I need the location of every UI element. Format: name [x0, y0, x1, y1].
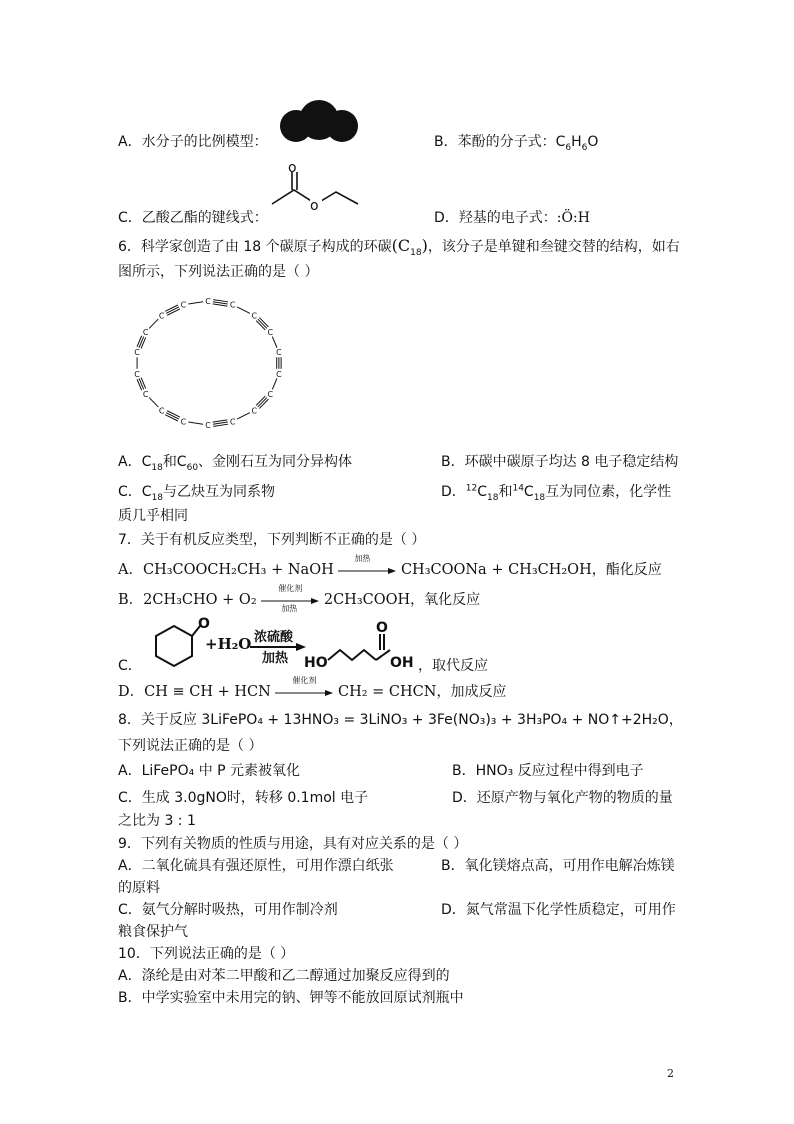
triple-bond-line	[141, 337, 146, 348]
reaction-arrow: 加热	[338, 563, 396, 577]
q6-option-b: B．环碳中碳原子均达 8 电子稳定结构	[441, 454, 679, 470]
carbon-atom-label: C	[180, 300, 187, 310]
q7-option-c-label: C．	[118, 658, 142, 674]
q7-option-c-water: +H₂O	[205, 635, 252, 653]
carbon-atom-label: C	[267, 328, 274, 337]
q8-option-d: D．还原产物与氧化产物的物质的量	[452, 790, 673, 806]
triple-bond-line	[213, 302, 228, 304]
q9-option-b-continuation: 的原料	[118, 880, 160, 896]
svg-text:O: O	[198, 616, 210, 632]
single-bond-line	[188, 302, 203, 304]
q8-option-d-continuation: 之比为 3 : 1	[118, 813, 196, 829]
carbon-atom-label: C	[134, 369, 140, 379]
triple-bond-line	[141, 378, 146, 389]
q9-option-d-continuation: 粮食保护气	[118, 924, 188, 940]
q9-option-d: D．氮气常温下化学性质稳定，可用作	[441, 902, 676, 918]
reaction-arrow-conditions: 浓硫酸 加热	[250, 626, 306, 662]
reaction-arrow: 催化剂 加热	[261, 593, 319, 607]
carbon-atom-label: C	[158, 311, 165, 321]
svg-text:HO: HO	[304, 655, 328, 671]
svg-text:OH: OH	[390, 655, 414, 671]
q8-option-a: A．LiFePO₄ 中 P 元素被氧化	[118, 763, 301, 779]
page-number: 2	[667, 1067, 674, 1080]
q5-option-c: C．乙酸乙酯的键线式：	[118, 210, 268, 226]
single-bond-line	[272, 378, 277, 389]
carbon-atom-label: C	[134, 348, 140, 358]
single-bond-line	[149, 398, 158, 407]
svg-text:O: O	[376, 620, 388, 636]
triple-bond-line	[137, 336, 142, 347]
q7-stem: 7．关于有机反应类型，下列判断不正确的是（ ）	[118, 532, 426, 548]
q9-option-b: B．氧化镁熔点高，可用作电解冶炼镁	[441, 858, 675, 874]
q6-option-d-continuation: 质几乎相同	[118, 508, 188, 524]
carbon-atom-label: C	[180, 417, 187, 427]
single-bond-line	[272, 337, 277, 348]
q10-option-b: B．中学实验室中未用完的钠、钾等不能放回原试剂瓶中	[118, 990, 464, 1006]
triple-bond-line	[213, 424, 228, 426]
cyclocarbon-ring-diagram	[122, 288, 294, 438]
q8-option-c: C．生成 3.0gNO时，转移 0.1mol 电子	[118, 790, 369, 806]
q9-option-c: C．氨气分解时吸热，可用作制冷剂	[118, 902, 338, 918]
triple-bond-line	[213, 300, 228, 302]
carbon-atom-label: C	[229, 300, 236, 310]
q10-option-a: A．涤纶是由对苯二甲酸和乙二醇通过加聚反应得到的	[118, 968, 450, 984]
water-space-filling-model	[276, 100, 362, 146]
lactone-structure	[142, 618, 208, 674]
q6-option-a: A．$C_{18}$和$C_{60}$、金刚石互为同分异构体	[118, 454, 353, 473]
carbon-atom-label: C	[251, 311, 258, 321]
carbon-atom-label: C	[276, 348, 282, 358]
q6-option-c: C．$C_{18}$与乙炔互为同系物	[118, 484, 276, 503]
triple-bond-line	[139, 378, 144, 389]
q6-stem-line1: 6．科学家创造了由 18 个碳原子构成的环碳$(C_{18})$，该分子是单键和叁键交替的结构，如右	[118, 236, 680, 258]
hydroxy-acid-structure	[300, 620, 420, 676]
svg-text:o: o	[310, 198, 319, 214]
carbon-atom-label: C	[251, 406, 258, 416]
q5-option-d: D．羟基的电子式：:Ö:H	[434, 210, 590, 226]
single-bond-line	[237, 307, 250, 313]
q6-option-d: D．$^{12}C_{18}$和$^{14}C_{18}$互为同位素，化学性	[441, 483, 672, 503]
reaction-arrow: 催化剂	[275, 685, 333, 699]
q10-stem: 10．下列说法正确的是（ ）	[118, 946, 295, 962]
single-bond-line	[149, 319, 158, 328]
q6-stem-line2: 图所示，下列说法正确的是（ ）	[118, 264, 319, 280]
triple-bond-line	[137, 379, 142, 390]
carbon-atom-label: C	[205, 421, 211, 430]
q5-option-b: B．苯酚的分子式：$C_6H_6O$	[434, 134, 599, 153]
carbon-atom-label: C	[276, 369, 282, 379]
q5-option-a: A．水分子的比例模型：	[118, 134, 268, 150]
triple-bond-line	[213, 304, 228, 306]
triple-bond-line	[213, 420, 228, 422]
q9-stem: 9．下列有关物质的性质与用途，具有对应关系的是（ ）	[118, 836, 468, 852]
q8-option-b: B．HNO₃ 反应过程中得到电子	[452, 763, 644, 779]
single-bond-line	[188, 422, 203, 424]
triple-bond-line	[139, 337, 144, 348]
q9-option-a: A．二氧化硫具有强还原性，可用作漂白纸张	[118, 858, 394, 874]
carbon-atom-label: C	[267, 390, 274, 399]
carbon-atom-label: C	[229, 417, 236, 427]
carbon-atom-label: C	[158, 406, 165, 416]
q7-option-d: D．CH ≡ CH + HCN 催化剂 CH₂ = CHCN，加成反应	[118, 676, 507, 700]
q7-option-b: B．2CH₃CHO + O₂ 催化剂 加热 2CH₃COOH，氧化反应	[118, 584, 481, 613]
single-bond-line	[237, 413, 250, 419]
q7-option-a: A．CH₃COOCH₂CH₃ + NaOH 加热 CH₃COONa + CH₃CH₂OH，酯化反应	[118, 554, 662, 578]
carbon-atom-label: C	[142, 390, 149, 399]
carbon-atom-label: C	[142, 328, 149, 337]
triple-bond-line	[213, 422, 228, 424]
ethyl-acetate-skeletal-formula	[268, 160, 368, 218]
q8-stem-line1: 8．关于反应 3LiFePO₄ + 13HNO₃ = 3LiNO₃ + 3Fe(NO₃)₃ + 3H₃PO₄ + NO↑+2H₂O，	[118, 712, 683, 728]
carbon-atom-label: C	[205, 297, 211, 306]
svg-text:o: o	[288, 160, 297, 176]
q8-stem-line2: 下列说法正确的是（ ）	[118, 738, 263, 754]
q7-option-c-type: ，取代反应	[418, 658, 488, 674]
